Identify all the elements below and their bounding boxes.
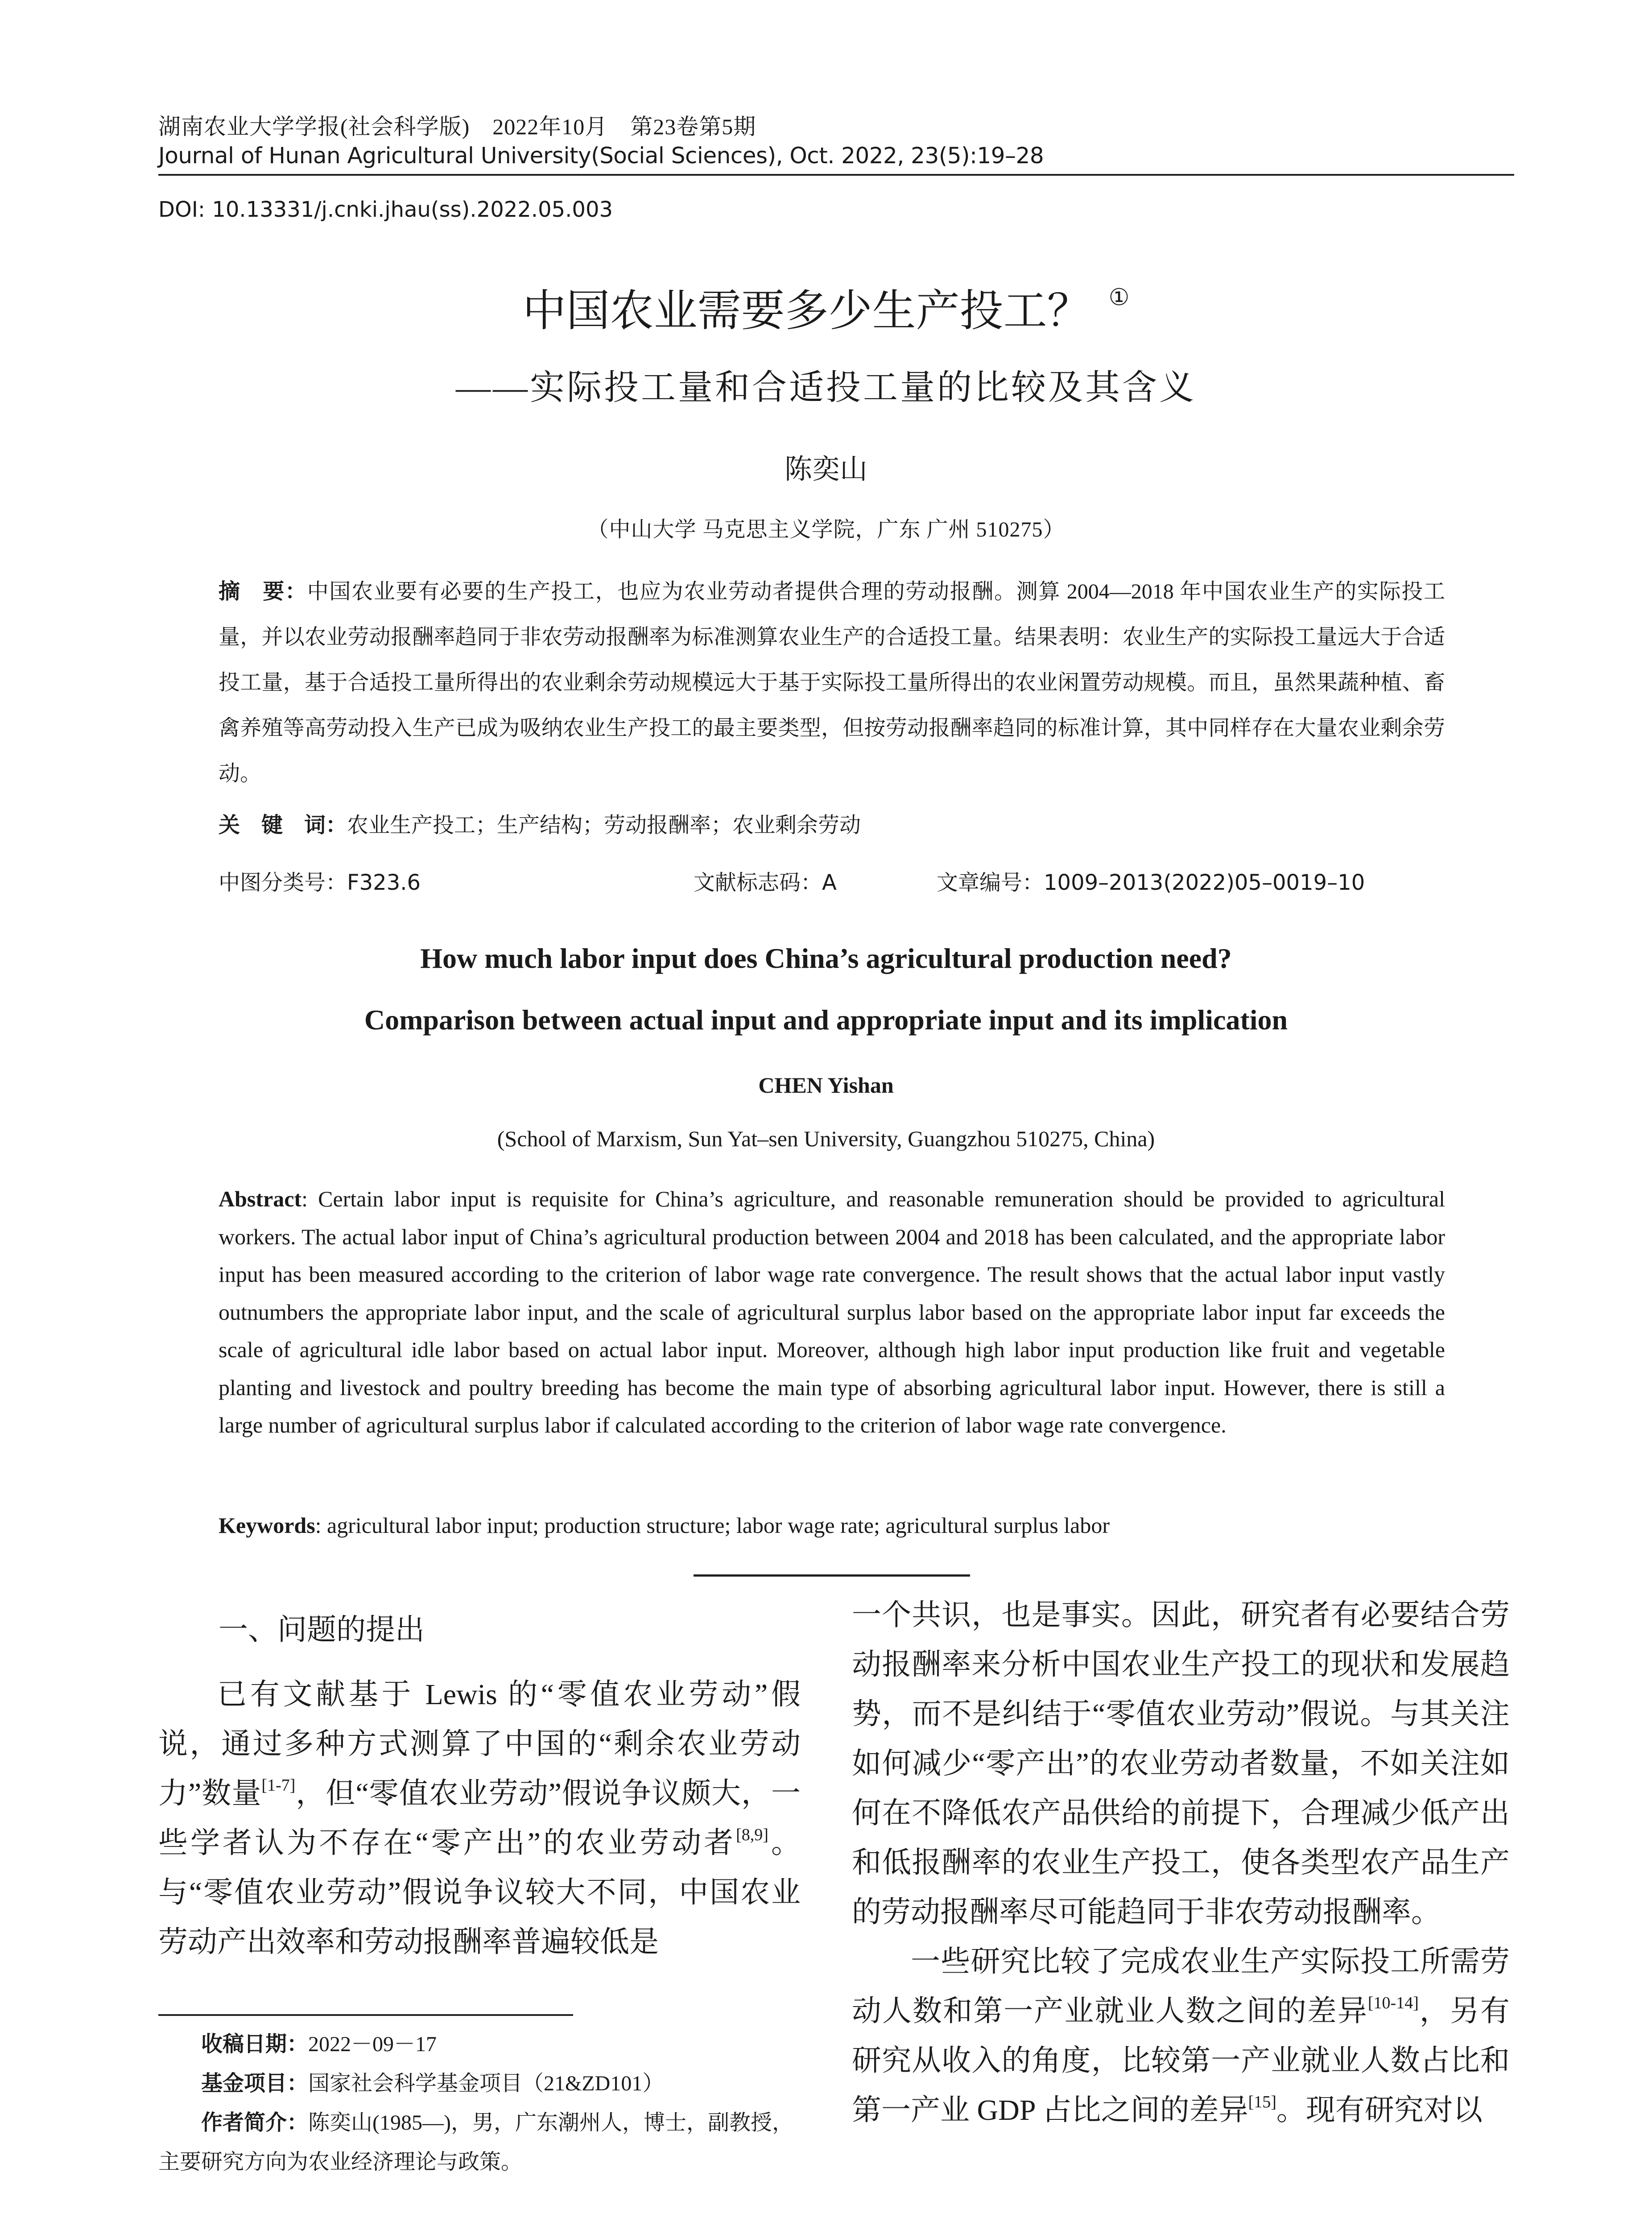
body-paragraph	[852, 1937, 1510, 2135]
affiliation-cn: （中山大学 马克思主义学院，广东 广州 510275）	[587, 518, 1065, 541]
header-rule	[158, 174, 1514, 176]
received-label: 收稿日期：	[201, 2032, 309, 2056]
received-date	[158, 2025, 801, 2064]
abstract-en-label: Abstract	[219, 1186, 302, 1211]
classification-row	[219, 865, 1445, 895]
fund-info	[158, 2064, 801, 2103]
citation: [10-14]	[1367, 1994, 1419, 2012]
citation: [1-7]	[261, 1776, 296, 1795]
keywords-cn	[219, 803, 1445, 848]
abstract-en	[219, 1180, 1445, 1444]
title-cn-text: 中国农业需要多少生产投工？	[522, 285, 1091, 336]
title-cn	[0, 276, 1652, 339]
document-code: 文献标志码：A	[694, 870, 837, 895]
section-heading: 一、问题的提出	[219, 1612, 425, 1647]
title-en-line1: How much labor input does China’s agricultural production need?	[420, 942, 1232, 974]
fund-value: 国家社会科学基金项目（21&ZD101）	[308, 2072, 664, 2095]
abstract-en-text: : Certain labor input is requisite for China’s agriculture, and reasonable remuneration should be provided to agricultural workers. The actual labor input of China’s agricultural production between 2004 and 2018 has been calculated, and the appropriate labor input has been measured according to the criterion of labor wage rate convergence. The result shows that the actual labor input vastly outnumbers the appropriate labor input, and the scale of agricultural surplus labor based on the appropriate labor input far exceeds the scale of agricultural idle labor based on actual labor input. Moreover, although high labor input production like fruit and vegetable planting and livestock and poultry breeding has become the main type of absorbing agricultural labor input. However, there is still a large number of agricultural surplus labor if calculated according to the criterion of labor wage rate convergence.	[219, 1186, 1445, 1437]
keywords-en	[219, 1507, 1445, 1544]
journal-header-cn: 湖南农业大学学报(社会科学版) 2022年10月 第23卷第5期	[158, 114, 756, 139]
abstract-cn-text: 中国农业要有必要的生产投工，也应为农业劳动者提供合理的劳动报酬。测算 2004—2018 年中国农业生产的实际投工量，并以农业劳动报酬率趋同于非农劳动报酬率为标准测算农业生产的合适投工量。结果表明：农业生产的实际投工量远大于合适投工量，基于合适投工量所得出的农业剩余劳动规模远大于基于实际投工量所得出的农业闲置劳动规模。而且，虽然果蔬种植、畜禽养殖等高劳动投入生产已成为吸纳农业生产投工的最主要类型，但按劳动报酬率趋同的标准计算，其中同样存在大量农业剩余劳动。	[219, 580, 1445, 785]
doi: DOI: 10.13331/j.cnki.jhau(ss).2022.05.003	[158, 197, 613, 222]
article-number: 文章编号：1009–2013(2022)05–0019–10	[937, 870, 1365, 895]
keywords-cn-text: 农业生产投工；生产结构；劳动报酬率；农业剩余劳动	[347, 814, 861, 837]
body-text: 已有文献基于 Lewis 的“零值农业劳动”假说，通过多种方式测算了中国的“剩余农业劳动力”数量	[158, 1678, 801, 1810]
citation: [8,9]	[736, 1825, 768, 1844]
author-bio	[158, 2103, 801, 2182]
author-cn: 陈奕山	[784, 453, 867, 485]
keywords-en-text: : agricultural labor input; production structure; labor wage rate; agricultural surplus labor	[315, 1513, 1110, 1538]
body-text: 。现有研究对以	[1276, 2094, 1483, 2127]
subtitle-cn: ——实际投工量和合适投工量的比较及其含义	[455, 368, 1196, 407]
body-paragraph	[158, 1670, 801, 1967]
title-en-line2: Comparison between actual input and appropriate input and its implication	[364, 1004, 1288, 1036]
journal-header-en: Journal of Hunan Agricultural University(Social Sciences), Oct. 2022, 23(5):19–28	[158, 143, 1044, 169]
abstract-cn-label: 摘 要：	[219, 580, 307, 603]
bio-label: 作者简介：	[201, 2111, 309, 2135]
body-text: ，但“零值农业劳动”假说争议颇大，一些学者认为不存在“零产出”的农业劳动者	[158, 1777, 801, 1859]
body-text: 。与“零值农业劳动”假说争议较大不同，中国农业劳动产出效率和劳动报酬率普遍较低是	[158, 1827, 801, 1958]
clc-number: 中图分类号：F323.6	[219, 870, 421, 895]
affiliation-en: (School of Marxism, Sun Yat–sen University, Guangzhou 510275, China)	[497, 1126, 1155, 1151]
abstract-cn	[219, 569, 1445, 797]
body-left-column	[158, 1670, 801, 1967]
citation: [15]	[1248, 2093, 1276, 2111]
bio-value: 陈奕山(1985—)，男，广东潮州人，博士，副教授，主要研究方向为农业经济理论与政策。	[158, 2111, 793, 2174]
received-value: 2022－09－17	[308, 2032, 437, 2056]
keywords-en-label: Keywords	[219, 1513, 315, 1538]
footnotes	[158, 2025, 801, 2182]
body-paragraph: 一个共识，也是事实。因此，研究者有必要结合劳动报酬率来分析中国农业生产投工的现状和发展趋势，而不是纠结于“零值农业劳动”假说。与其关注如何减少“零产出”的农业劳动者数量，不如关注如何在不降低农产品供给的前提下，合理减少低产出和低报酬率的农业生产投工，使各类型农产品生产的劳动报酬率尽可能趋同于非农劳动报酬率。	[852, 1599, 1510, 1929]
footnote-rule	[158, 2014, 573, 2016]
body-right-column	[852, 1590, 1510, 2135]
body-text: 一些研究比较了完成农业生产实际投工所需劳动人数和第一产业就业人数之间的差异	[852, 1945, 1510, 2028]
author-en: CHEN Yishan	[758, 1073, 894, 1098]
section-divider	[694, 1574, 970, 1577]
fund-label: 基金项目：	[201, 2072, 309, 2095]
keywords-cn-label: 关 键 词：	[219, 814, 347, 837]
body-text: ，另有研究从收入的角度，比较第一产业就业人数占比和第一产业 GDP 占比之间的差异	[852, 1995, 1510, 2127]
title-note-mark: ①	[1108, 284, 1130, 311]
